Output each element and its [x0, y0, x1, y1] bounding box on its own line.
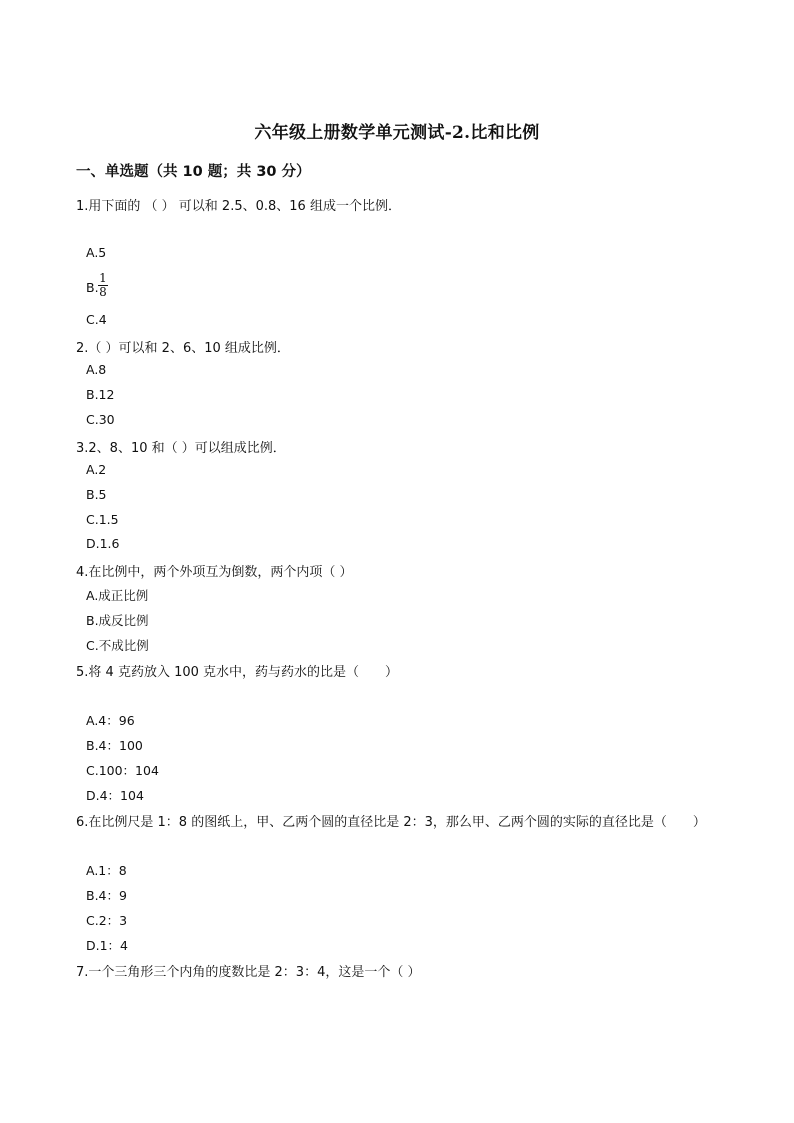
question-6-option-b: B.4：9 — [86, 888, 127, 903]
question-6-option-a: A.1：8 — [86, 863, 127, 878]
question-5-stem: 5.将 4 克药放入 100 克水中，药与药水的比是（ ） — [76, 665, 399, 680]
fraction-numerator: 1 — [99, 271, 107, 285]
question-6-stem: 6.在比例尺是 1：8 的图纸上，甲、乙两个圆的直径比是 2：3，那么甲、乙两个圆的实际的直径比是（ ） — [76, 815, 706, 830]
question-2-option-a: A.8 — [86, 362, 107, 377]
question-5-option-c: C.100：104 — [86, 763, 159, 778]
page-title: 六年级上册数学单元测试-2.比和比例 — [254, 123, 540, 143]
question-3-option-c: C.1.5 — [86, 512, 119, 527]
question-5-option-b: B.4：100 — [86, 738, 143, 753]
fraction-denominator: 8 — [99, 285, 107, 299]
question-1-option-c: C.4 — [86, 312, 107, 327]
question-2-stem: 2.（ ）可以和 2、6、10 组成比例． — [76, 341, 290, 356]
fraction — [98, 272, 108, 299]
section-heading: 一、单选题（共 10 题；共 30 分） — [76, 164, 311, 180]
question-2-option-c: C.30 — [86, 412, 115, 427]
question-6-option-d: D.1：4 — [86, 938, 129, 953]
question-1-stem: 1.用下面的 （ ） 可以和 2.5、0.8、16 组成一个比例． — [76, 199, 401, 214]
question-4-option-b: B.成反比例 — [86, 613, 149, 628]
question-5-option-a: A.4：96 — [86, 713, 135, 728]
question-2-option-b: B.12 — [86, 387, 115, 402]
question-4-option-a: A.成正比例 — [86, 588, 149, 603]
question-4-option-c: C.不成比例 — [86, 638, 149, 653]
question-5-option-d: D.4：104 — [86, 788, 144, 803]
question-1-option-a: A.5 — [86, 245, 107, 260]
question-6-option-c: C.2：3 — [86, 913, 128, 928]
question-3-stem: 3.2、8、10 和（ ）可以组成比例． — [76, 441, 286, 456]
option-b-label: B. — [86, 280, 99, 295]
question-7-stem: 7.一个三角形三个内角的度数比是 2：3：4，这是一个（ ） — [76, 965, 421, 980]
question-3-option-b: B.5 — [86, 487, 107, 502]
question-3-option-a: A.2 — [86, 462, 107, 477]
question-4-stem: 4.在比例中，两个外项互为倒数，两个内项（ ） — [76, 565, 353, 580]
question-3-option-d: D.1.6 — [86, 536, 120, 551]
